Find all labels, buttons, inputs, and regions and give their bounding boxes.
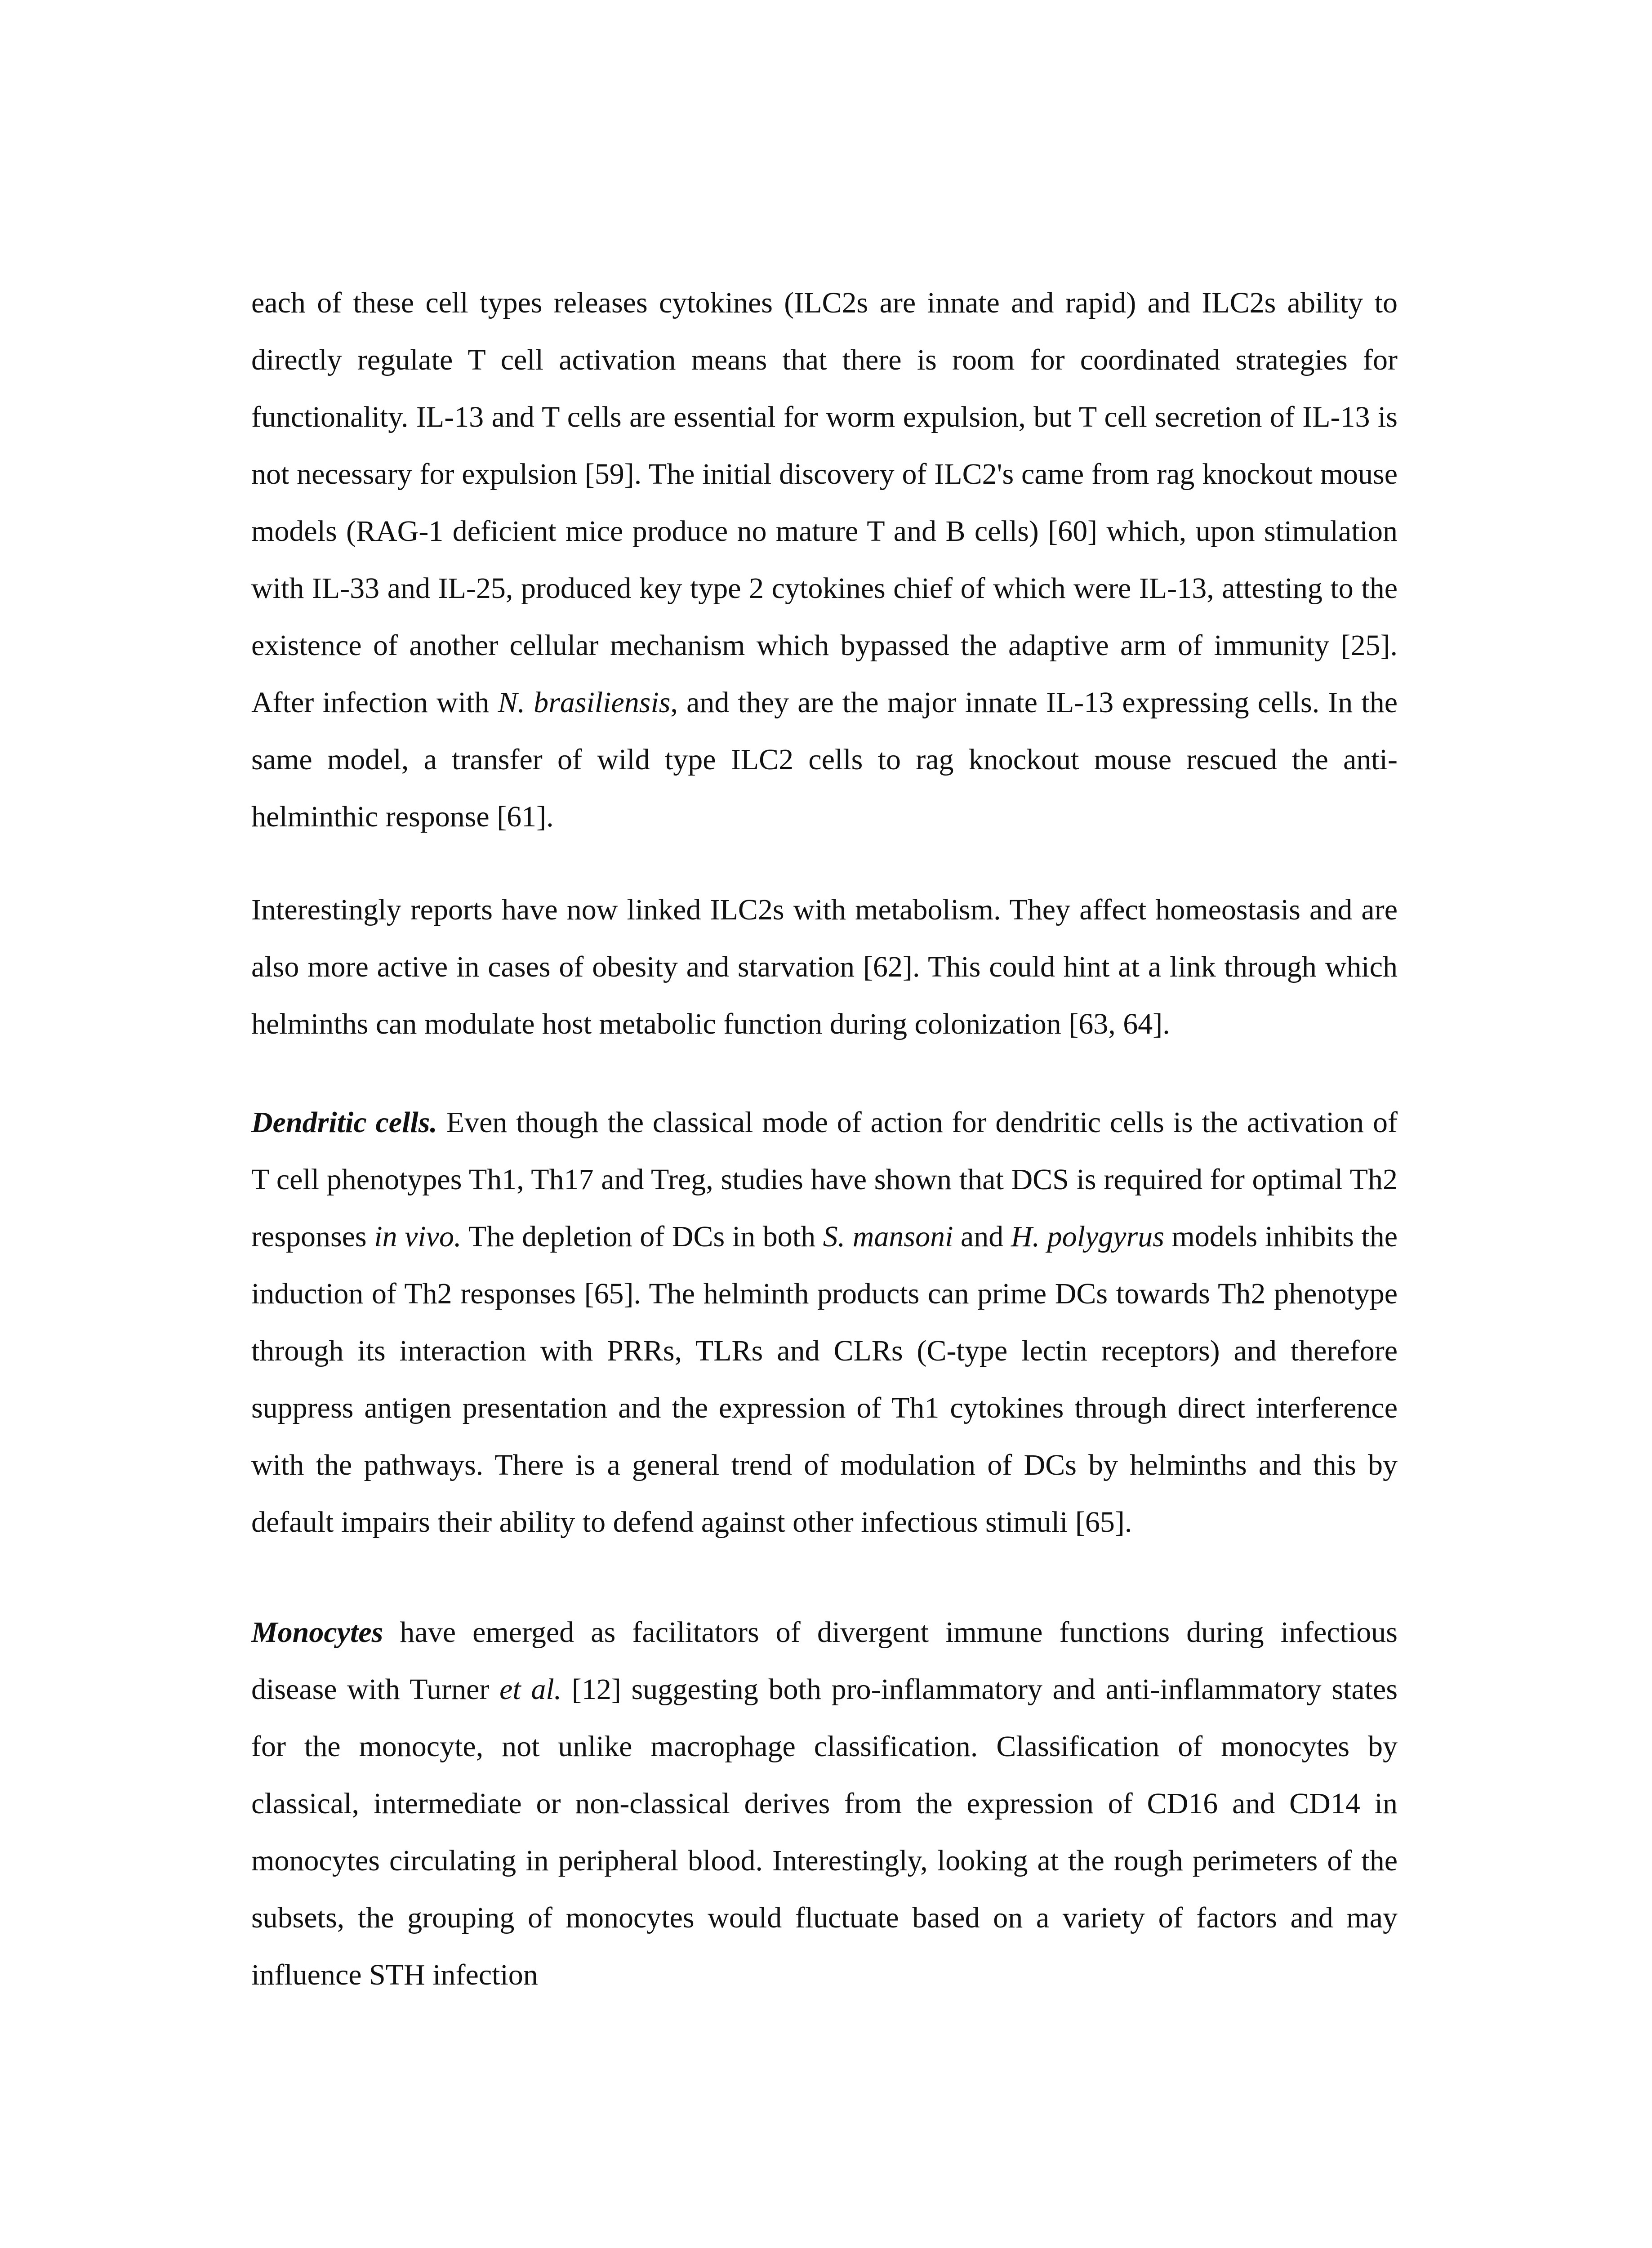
italic-term: et al. xyxy=(499,1673,562,1706)
text-segment: [12] suggesting both pro-inflammatory and anti-inflammatory states for the monocyte, not unlike macrophage classification. Classification of monocytes by classical, intermediate or non-classical derives from the expression of CD16 and CD14 in monocytes circulating in peripheral blood. Interestingly, looking at the rough perimeters of the subsets, the grouping of monocytes would fluctuate based on a variety of factors and may influence STH infection xyxy=(251,1673,1398,1991)
paragraph-dendritic-cells xyxy=(251,1094,1398,1551)
paragraph-monocytes xyxy=(251,1604,1398,2003)
text-segment: and xyxy=(953,1220,1011,1253)
text-segment: models inhibits the induction of Th2 responses [65]. The helminth products can prime DCs towards Th2 phenotype through its interaction with PRRs, TLRs and CLRs (C-type lectin receptors) and therefore suppress antigen presentation and the expression of Th1 cytokines through direct interference with the pathways. There is a general trend of modulation of DCs by helminths and this by default impairs their ability to defend against other infectious stimuli [65]. xyxy=(251,1220,1398,1539)
italic-term: in vivo. xyxy=(374,1220,462,1253)
species-name: H. polygyrus xyxy=(1011,1220,1164,1253)
paragraph-lead-heading: Monocytes xyxy=(251,1616,383,1649)
text-segment: , and they are the major innate IL-13 expressing cells. In the same model, a transfer of wild type ILC2 cells to rag knockout mouse rescued the anti-helminthic response [61]. xyxy=(251,686,1398,833)
species-name: S. mansoni xyxy=(823,1220,953,1253)
paragraph-ilc2-metabolism xyxy=(251,881,1398,1053)
text-segment: each of these cell types releases cytokines (ILC2s are innate and rapid) and ILC2s ability to directly regulate T cell activation means that there is room for coordinated strategies for functionality. IL-13 and T cells are essential for worm expulsion, but T cell secretion of IL-13 is not necessary for expulsion [59]. The initial discovery of ILC2's came from rag knockout mouse models (RAG-1 deficient mice produce no mature T and B cells) [60] which, upon stimulation with IL-33 and IL-25, produced key type 2 cytokines chief of which were IL-13, attesting to the existence of another cellular mechanism which bypassed the adaptive arm of immunity [25]. After infection with xyxy=(251,286,1398,719)
text-segment: The depletion of DCs in both xyxy=(461,1220,823,1253)
text-segment: Interestingly reports have now linked ILC2s with metabolism. They affect homeostasis and are also more active in cases of obesity and starvation [62]. This could hint at a link through which helminths can modulate host metabolic function during colonization [63, 64]. xyxy=(251,893,1398,1040)
text-segment: have emerged as facilitators of divergent immune functions during infectious disease with Turner xyxy=(251,1616,1398,1706)
species-name: N. brasiliensis xyxy=(498,686,671,719)
paragraph-ilc2-function xyxy=(251,274,1398,845)
text-segment: Even though the classical mode of action for dendritic cells is the activation of T cell phenotypes Th1, Th17 and Treg, studies have shown that DCS is required for optimal Th2 responses xyxy=(251,1106,1398,1253)
paragraph-lead-heading: Dendritic cells. xyxy=(251,1106,437,1139)
body-text xyxy=(251,274,1398,2003)
